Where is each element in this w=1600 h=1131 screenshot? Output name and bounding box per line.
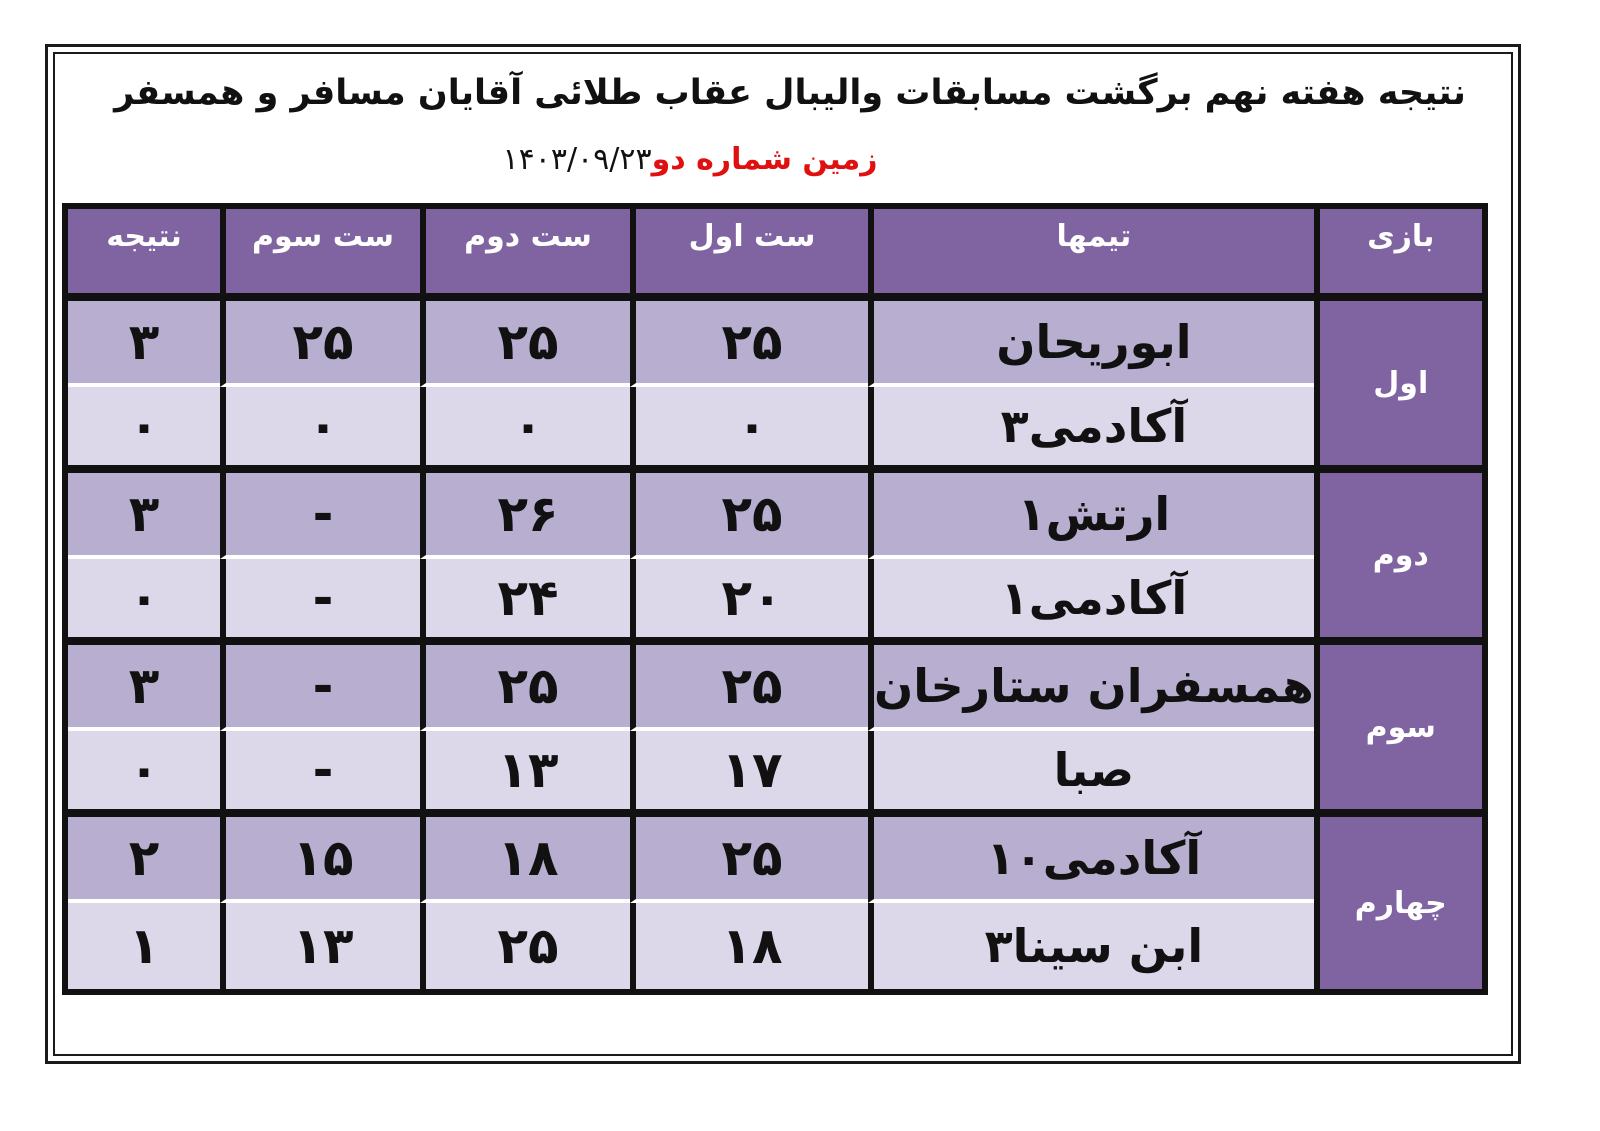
team-cell: آکادمی۱ [868, 559, 1314, 645]
header-result: نتیجه [68, 209, 220, 301]
set3-cell: - [220, 731, 420, 817]
result-cell: ۳ [68, 645, 220, 731]
set1-cell: ۲۵ [630, 473, 868, 559]
set3-cell: ۱۳ [220, 903, 420, 989]
set1-cell: ۱۷ [630, 731, 868, 817]
result-cell: ۳ [68, 473, 220, 559]
set3-cell: ۲۵ [220, 301, 420, 387]
team-cell: آکادمی۱۰ [868, 817, 1314, 903]
result-cell: ۰ [68, 559, 220, 645]
set2-cell: ۲۵ [420, 645, 630, 731]
subtitle [470, 136, 910, 184]
results-table [68, 209, 1482, 989]
header-set1: ست اول [630, 209, 868, 301]
set1-cell: ۲۰ [630, 559, 868, 645]
set3-cell: ۱۵ [220, 817, 420, 903]
result-cell: ۱ [68, 903, 220, 989]
set2-cell: ۲۶ [420, 473, 630, 559]
team-cell: آکادمی۳ [868, 387, 1314, 473]
game-cell: اول [1314, 301, 1482, 473]
set1-cell: ۰ [630, 387, 868, 473]
game-cell: سوم [1314, 645, 1482, 817]
table-row [68, 301, 1482, 387]
table-row [68, 731, 1482, 817]
set3-cell: - [220, 473, 420, 559]
set2-cell: ۲۵ [420, 903, 630, 989]
set1-cell: ۲۵ [630, 817, 868, 903]
set2-cell: ۱۸ [420, 817, 630, 903]
set3-cell: - [220, 559, 420, 645]
results-table-container [62, 203, 1488, 995]
set1-cell: ۲۵ [630, 301, 868, 387]
table-row [68, 387, 1482, 473]
table-row [68, 817, 1482, 903]
table-row [68, 645, 1482, 731]
game-cell: دوم [1314, 473, 1482, 645]
header-set2: ست دوم [420, 209, 630, 301]
team-cell: ابن سینا۳ [868, 903, 1314, 989]
table-row [68, 473, 1482, 559]
set1-cell: ۱۸ [630, 903, 868, 989]
set2-cell: ۲۵ [420, 301, 630, 387]
result-cell: ۲ [68, 817, 220, 903]
set1-cell: ۲۵ [630, 645, 868, 731]
result-cell: ۳ [68, 301, 220, 387]
set2-cell: ۲۴ [420, 559, 630, 645]
header-game: بازی [1314, 209, 1482, 301]
team-cell: همسفران ستارخان [868, 645, 1314, 731]
set2-cell: ۰ [420, 387, 630, 473]
match-date: ۱۴۰۳/۰۹/۲۳ [502, 142, 652, 177]
result-cell: ۰ [68, 387, 220, 473]
table-row [68, 903, 1482, 989]
result-cell: ۰ [68, 731, 220, 817]
header-set3: ست سوم [220, 209, 420, 301]
game-cell: چهارم [1314, 817, 1482, 989]
page-title: نتیجه هفته نهم برگشت مسابقات والیبال عقاب طلائی آقایان مسافر و همسفر [114, 73, 1466, 113]
set3-cell: ۰ [220, 387, 420, 473]
team-cell: صبا [868, 731, 1314, 817]
set2-cell: ۱۳ [420, 731, 630, 817]
team-cell: ابوریحان [868, 301, 1314, 387]
header-teams: تیمها [868, 209, 1314, 301]
set3-cell: - [220, 645, 420, 731]
team-cell: ارتش۱ [868, 473, 1314, 559]
ground-label: زمین شماره دو [651, 142, 878, 177]
table-row [68, 559, 1482, 645]
